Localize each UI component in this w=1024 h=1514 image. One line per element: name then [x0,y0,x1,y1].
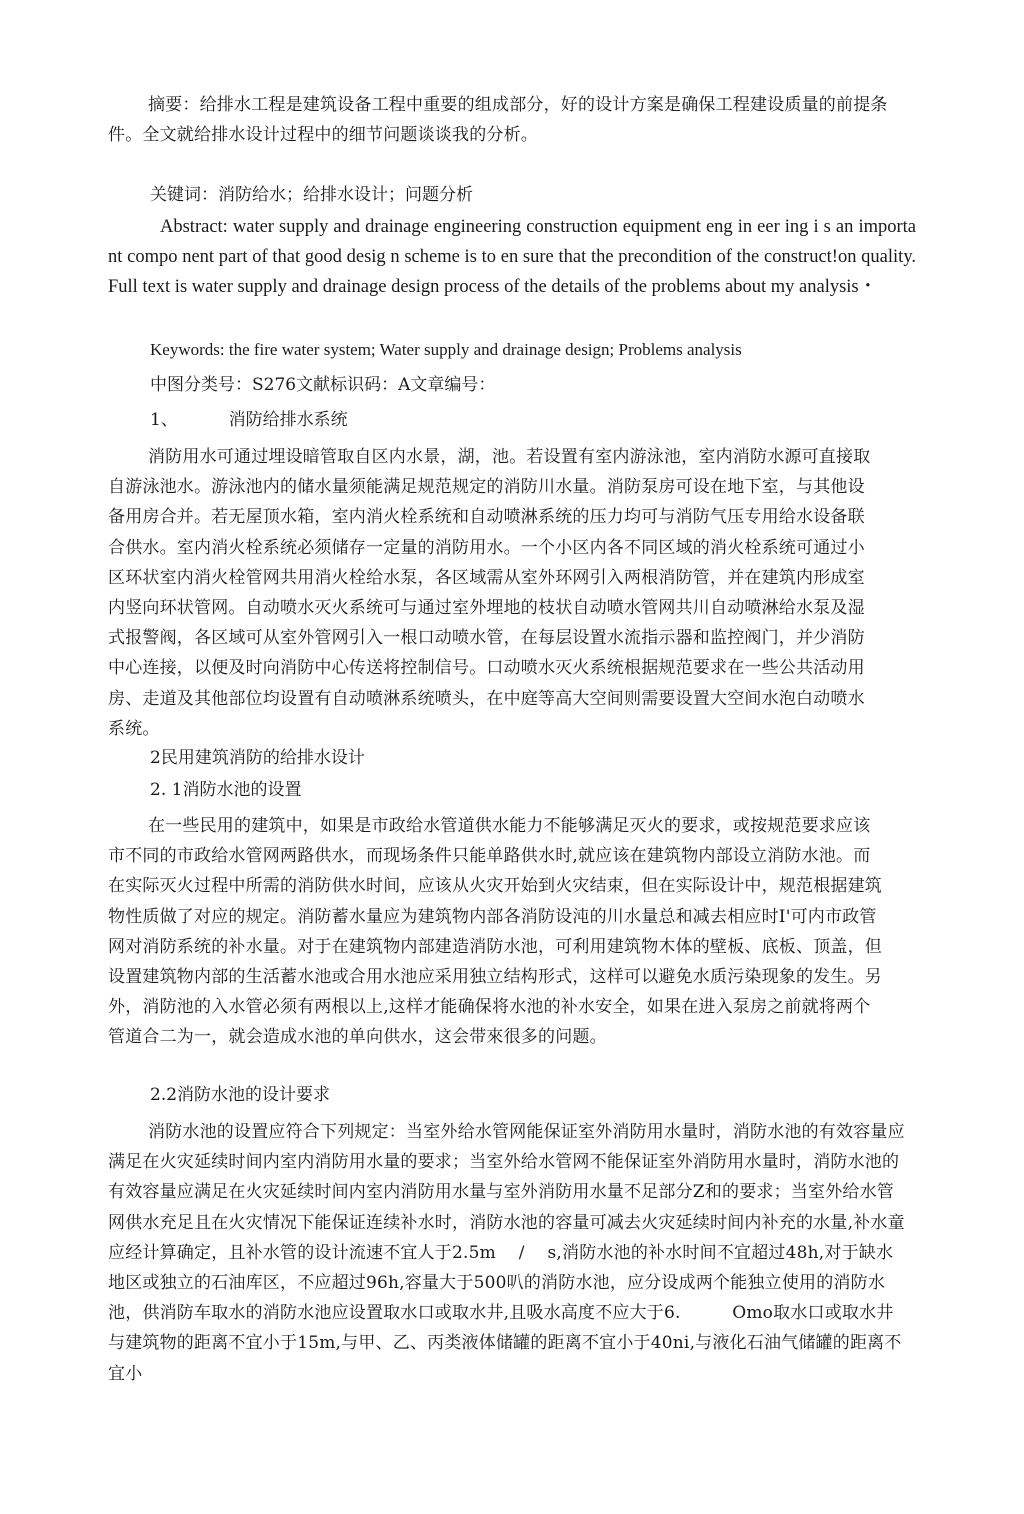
abstract-chinese: 摘要：给排水工程是建筑设备工程中重要的组成部分，好的设计方案是确保工程建设质量的前提条件。全文就给排水设计过程中的细节问题谈谈我的分析。 [108,95,888,146]
section-1-number: 1、 [150,410,178,430]
section-1-heading [150,405,348,435]
section-1-body: 消防用水可通过埋设暗管取自区内水景，湖，池。若设置有室内游泳池，室内消防水源可直接取自游泳池水。游泳池内的储水量须能满足规范规定的消防川水量。消防泵房可设在地下室，与其他设备用房合并。若无屋顶水箱，室内消火栓系统和自动喷淋系统的压力均可与消防气压专用给水设备联合供水。室内消火栓系统必须储存一定量的消防用水。一个小区内各不同区域的消火栓系统可通过小区环状室内消火栓管网共用消火栓给水泵，各区域需从室外环网引入两根消防管，并在建筑内形成室内竖向环状管网。自动喷水灭火系统可与通过室外埋地的枝状自动喷水管网共川自动喷淋给水泵及湿式报警阀，各区域可从室外管网引入一根口动喷水管，在每层设置水流指示器和监控阀门，并少消防中心连接，以便及时向消防中心传送将控制信号。口动喷水灭火系统根据规范要求在一些公共活动用房、走道及其他部位均设置有自动喷淋系统喷头，在中庭等高大空间则需要设置大空间水泡白动喷水系统。 [108,447,871,739]
section-2-2-body: 消防水池的设置应符合下列规定：当室外给水管网能保证室外消防用水量时，消防水池的有效容量应满足在火灾延续时间内室内消防用水量的要求；当室外给水管网不能保证室外消防用水量时，消防水池的有效容量应满足在火灾延续时间内室内消防用水量与室外消防用水量不足部分Z和的要求；当室外给水管网供水充足且在火灾情况下能保证连续补水时，消防水池的容量可减去火灾延续时间内补充的水量,补水童应经计算确定，且补水管的设计流速不宜人于2.5m / s,消防水池的补水时间不宜超过48h,对于缺水地区或独立的石油库区，不应超过96h,容量大于500叭的消防水池，应分设成两个能独立使用的消防水池，供消防车取水的消防水池应设置取水口或取水井,且吸水高度不应大于6. Omo取水口或取水井与建筑物的距离不宜小于15m,与甲、乙、丙类液体储罐的距离不宜小于40ni,与液化石油气储罐的距离不宜小 [108,1122,905,1384]
abstract-english: Abstract: water supply and drainage engineering construction equipment eng in eer ing i s an importa nt compo nent part of that good desig n scheme is to en sure that the precondition of the construct!on quality. Full text is water supply and drainage design process of the details of the problems about my analysis・ [108,217,916,298]
keywords-chinese: 关键词：消防给水；给排水设计；问题分析 [150,185,473,205]
keywords-english: Keywords: the fire water system; Water supply and drainage design; Problems analysis [150,340,742,359]
section-2-title: 2民用建筑消防的给排水设计 [150,748,365,768]
section-2-1-body: 在一些民用的建筑中，如果是市政给水管道供水能力不能够满足灭火的要求，或按规范要求应该市不同的市政给水管网两路供水，而现场条件只能单路供水时,就应该在建筑物内部设立消防水池。而在实际灭火过程中所需的消防供水时间，应该从火灾开始到火灾结束，但在实际设计中，规范根据建筑物性质做了对应的规定。消防蓄水量应为建筑物内部各消防设沌的川水量总和减去相应时I'可内市政管网对消防系统的补水量。对于在建筑物内部建造消防水池，可利用建筑物木体的壁板、底板、顶盖，但设置建筑物内部的生活蓄水池或合用水池应采用独立结构形式，这样可以避免水质污染现象的发生。另外，消防池的入水管必须有两根以上,这样才能确保将水池的补水安全，如果在进入泵房之前就将两个管道合二为一，就会造成水池的单向供水，这会带來很多的问题。 [108,816,882,1048]
classification-line: 中图分类号：S276文献标识码：A文章编号： [150,375,496,395]
section-2-2-title: 2.2消防水池的设计要求 [150,1085,331,1105]
section-1-title: 消防给排水系统 [228,410,348,430]
section-2-1-title: 2. 1消防水池的设置 [150,780,302,800]
